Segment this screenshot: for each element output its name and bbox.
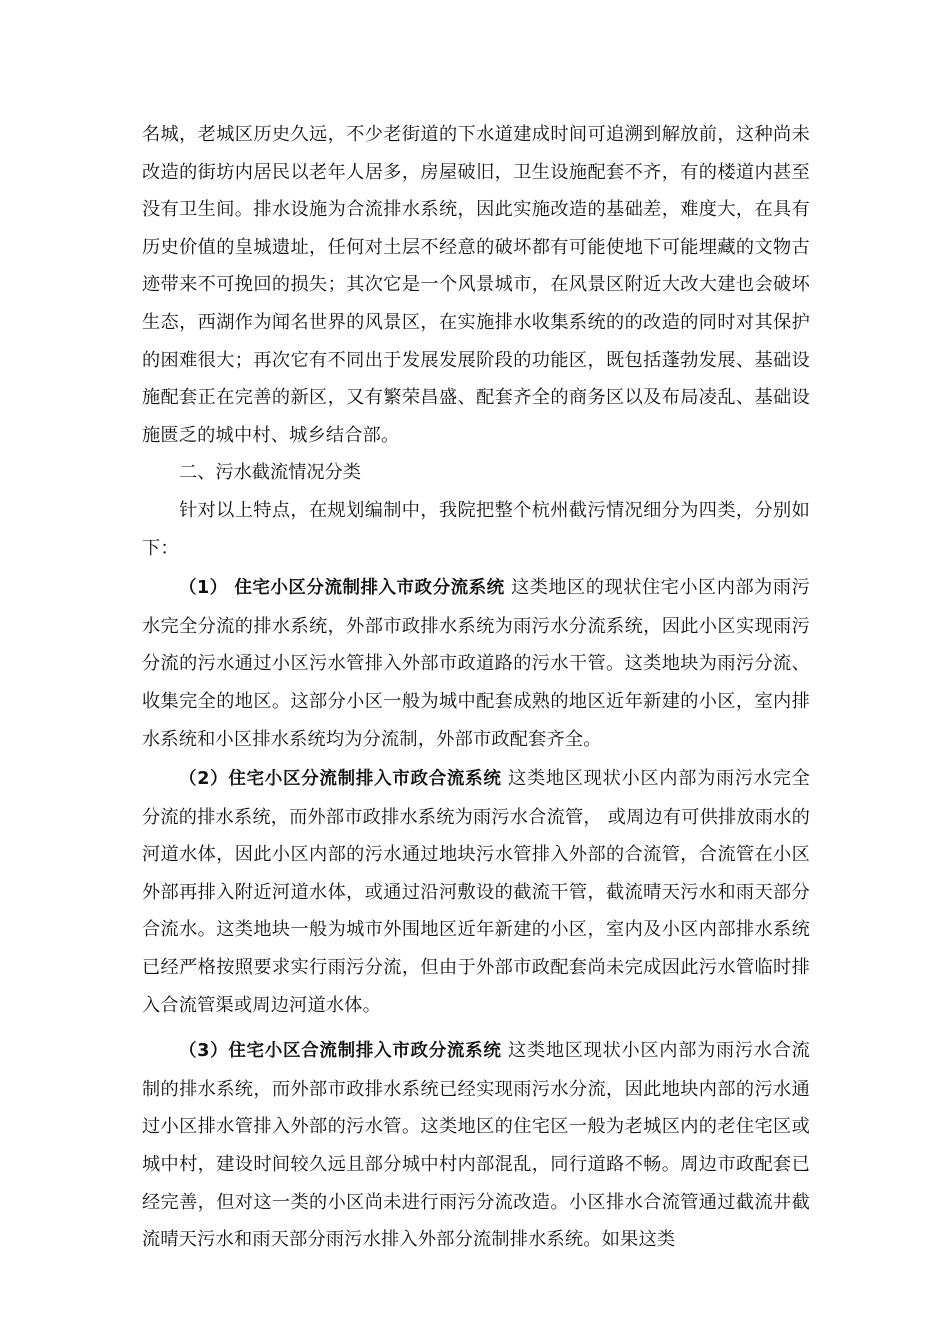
item-3-heading: （3）住宅小区合流制排入市政分流系统 [179, 1041, 502, 1062]
item-1-body: 这类地区的现状住宅小区内部为雨污水完全分流的排水系统，外部市政排水系统为雨污水分流系统，因此小区实现雨污分流的污水通过小区污水管排入外部市政道路的污水干管。这类地块为雨污分流、收集完全的地区。这部分小区一般为城中配套成熟的地区近年新建的小区，室内排水系统和小区排水系统均为分流制，外部市政配套齐全。 [142, 577, 810, 750]
item-2-paragraph [142, 760, 810, 1024]
item-2-heading: （2）住宅小区分流制排入市政合流系统 [179, 769, 502, 790]
item-1-heading: （1） 住宅小区分流制排入市政分流系统 [179, 578, 505, 599]
item-1-paragraph [142, 569, 810, 758]
item-2-body: 这类地区现状小区内部为雨污水完全分流的排水系统，而外部市政排水系统为雨污水合流管， 或周边有可供排放雨水的河道水体，因此小区内部的污水通过地块污水管排入外部的合流管，合流管在小区外部再排入附近河道水体，或通过沿河敷设的截流干管，截流晴天污水和雨天部分合流水。这类地块一般为城市外围地区近年新建的小区，室内及小区内部排水系统已经严格按照要求实行雨污分流，但由于外部市政配套尚未完成因此污水管临时排入合流管渠或周边河道水体。 [142, 768, 810, 1016]
document-page [142, 116, 810, 1259]
item-3-body: 这类地区现状小区内部为雨污水合流制的排水系统，而外部市政排水系统已经实现雨污水分流，因此地块内部的污水通过小区排水管排入外部的污水管。这类地区的住宅区一般为老城区内的老住宅区或城中村，建设时间较久远且部分城中村内部混乱，同行道路不畅。周边市政配套已经完善，但对这一类的小区尚未进行雨污分流改造。小区排水合流管通过截流井截流晴天污水和雨天部分雨污水排入外部分流制排水系统。如果这类 [142, 1040, 810, 1251]
item-3-paragraph [142, 1032, 810, 1259]
intro-paragraph: 名城，老城区历史久远，不少老街道的下水道建成时间可追溯到解放前，这种尚未改造的街坊内居民以老年人居多，房屋破旧，卫生设施配套不齐，有的楼道内甚至没有卫生间。排水设施为合流排水系统，因此实施改造的基础差，难度大，在具有历史价值的皇城遗址，任何对土层不经意的破坏都有可能使地下可能埋藏的文物古迹带来不可挽回的损失；其次它是一个风景城市，在风景区附近大改大建也会破坏生态，西湖作为闻名世界的风景区，在实施排水收集系统的的改造的同时对其保护的困难很大；再次它有不同出于发展发展阶段的功能区，既包括蓬勃发展、基础设施配套正在完善的新区，又有繁荣昌盛、配套齐全的商务区以及布局凌乱、基础设施匮乏的城中村、城乡结合部。 [142, 124, 810, 446]
section-heading: 二、污水截流情况分类 [179, 462, 361, 484]
section-intro-paragraph: 针对以上特点，在规划编制中，我院把整个杭州截污情况细分为四类，分别如下： [142, 499, 810, 559]
